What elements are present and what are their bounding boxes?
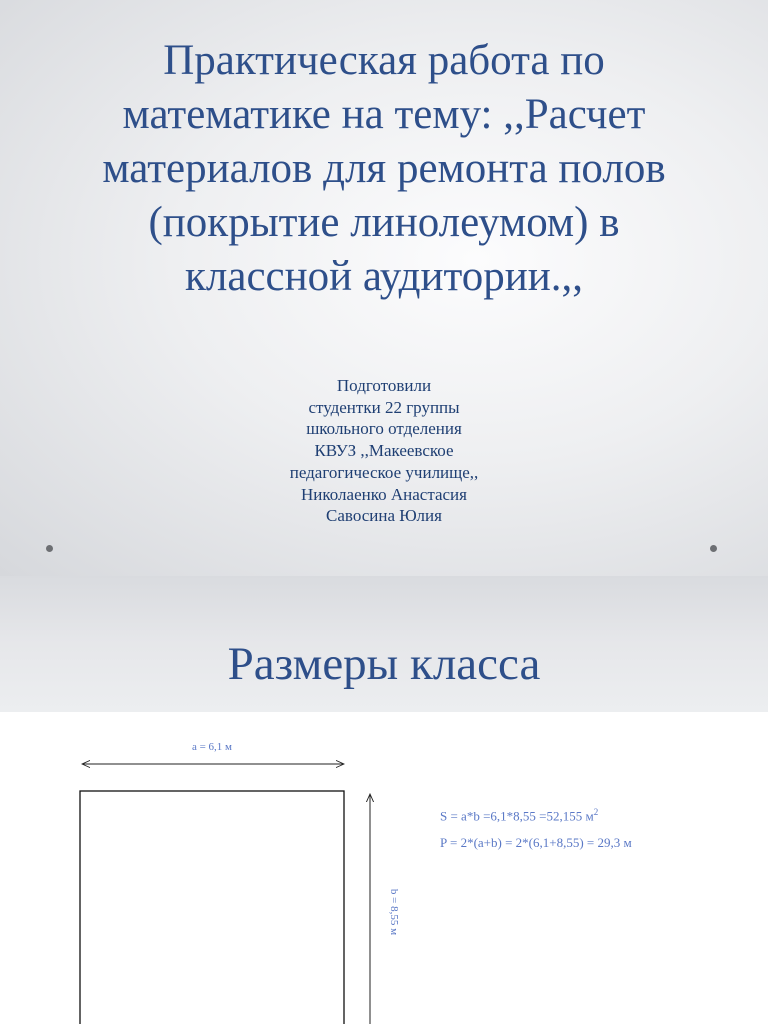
authors-line: Подготовили xyxy=(336,376,432,395)
slide-title: Размеры класса xyxy=(227,638,541,690)
presentation-title xyxy=(20,34,748,304)
authors-line: педагогическое училище,, xyxy=(289,462,479,482)
area-formula-text: S = a*b =6,1*8,55 =52,155 м xyxy=(440,808,594,824)
area-unit-exponent: 2 xyxy=(593,807,599,817)
title-line: математике на тему: ,,Расчет xyxy=(122,91,646,138)
authors-line: школьного отделения xyxy=(306,419,462,439)
width-label: a = 6,1 м xyxy=(191,741,233,753)
area-formula xyxy=(440,807,598,824)
height-label: b = 8,55 м xyxy=(388,888,400,936)
perimeter-formula: P = 2*(a+b) = 2*(6,1+8,55) = 29,3 м xyxy=(440,835,632,850)
title-line: Практическая работа по xyxy=(163,37,605,84)
authors-line: студентки 22 группы xyxy=(308,397,460,417)
authors-line: КВУЗ ,,Макеевское xyxy=(314,441,454,461)
title-line: материалов для ремонта полов xyxy=(102,145,666,192)
room-diagram xyxy=(0,712,768,1024)
bullet-dot-right xyxy=(710,545,717,552)
authors-block xyxy=(184,375,584,527)
authors-line: Николаенко Анастасия xyxy=(301,484,467,504)
bullet-dot-left xyxy=(46,545,53,552)
title-line: классной аудитории.,, xyxy=(185,253,583,300)
room-rectangle xyxy=(80,791,344,1024)
authors-line: Савосина Юлия xyxy=(326,506,442,526)
title-line: (покрытие линолеумом) в xyxy=(148,199,620,246)
